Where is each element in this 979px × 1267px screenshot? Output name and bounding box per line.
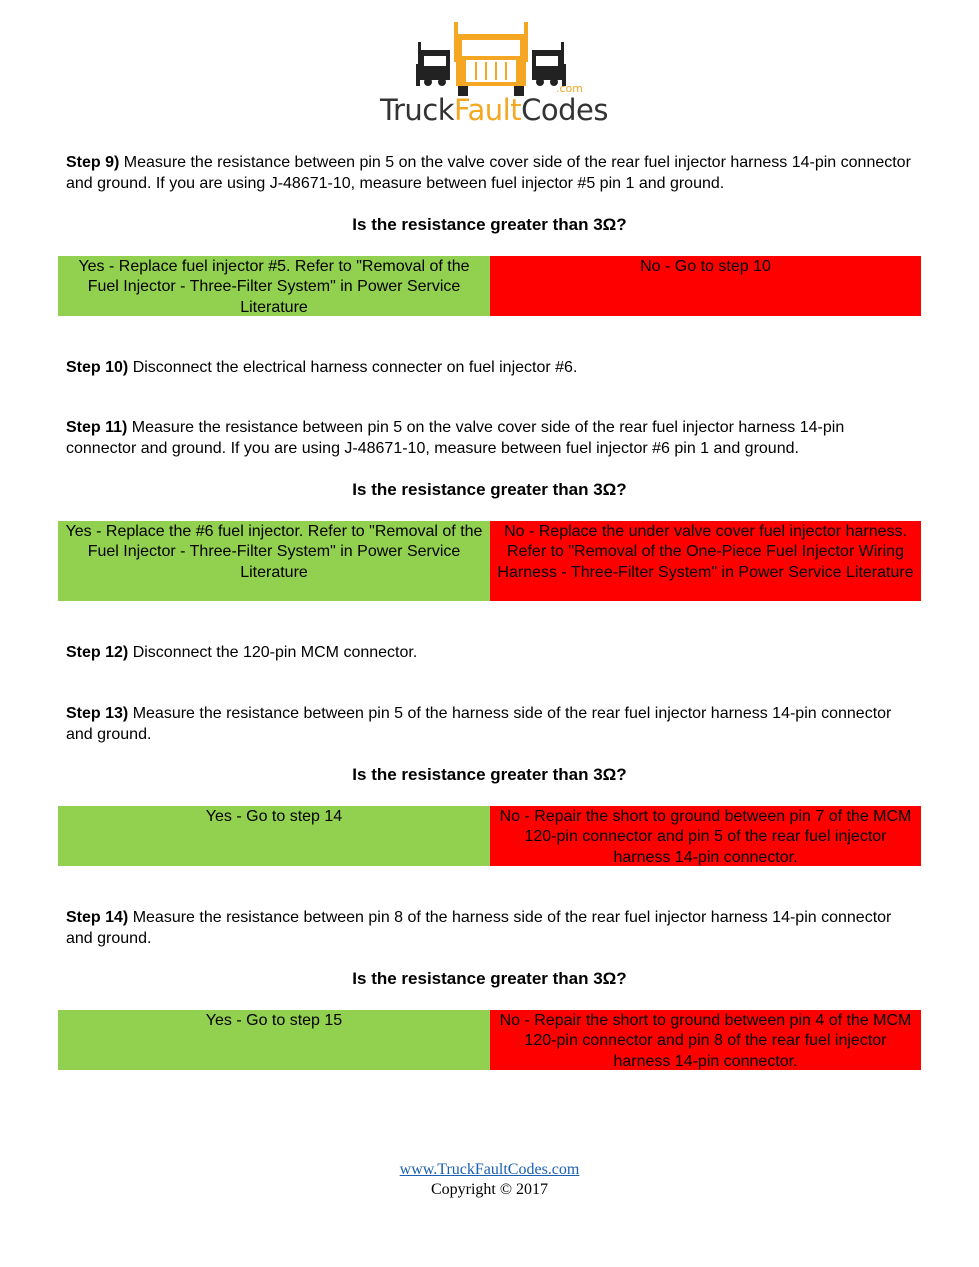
site-link[interactable]: www.TruckFaultCodes.com (399, 1161, 580, 1178)
logo-com: .com (556, 82, 583, 95)
logo-part-fault: Fault (454, 93, 522, 127)
no-answer: No - Repair the short to ground between pin 7 of the MCM 120-pin connector and pin 5 of the rear fuel injector harness 14-pin connector. (490, 806, 921, 866)
question-heading: Is the resistance greater than 3Ω? (352, 215, 627, 234)
question-heading: Is the resistance greater than 3Ω? (352, 765, 627, 784)
step-13-text (66, 704, 916, 745)
yes-answer: Yes - Go to step 14 (58, 806, 490, 866)
answer-row (58, 521, 921, 601)
question-heading: Is the resistance greater than 3Ω? (352, 480, 627, 499)
page-footer (0, 1160, 979, 1200)
step-label: Step 14) (66, 909, 129, 926)
logo-wordmark (380, 92, 608, 128)
step-label: Step 10) (66, 359, 129, 376)
step-body: Measure the resistance between pin 5 of the harness side of the rear fuel injector harness 14-pin connector and ground. (66, 705, 892, 743)
answer-row (58, 806, 921, 866)
step-body: Measure the resistance between pin 8 of the harness side of the rear fuel injector harness 14-pin connector and ground. (66, 909, 892, 947)
answer-row (58, 1010, 921, 1070)
logo-part-truck: Truck (380, 93, 454, 127)
step-10-text (66, 358, 916, 379)
step-body: Measure the resistance between pin 5 on the valve cover side of the rear fuel injector harness 14-pin connector and ground. If you are using J-48671-10, measure between fuel injector #6 pin 1 and ground. (66, 419, 845, 457)
step-label: Step 11) (66, 419, 128, 436)
yes-answer: Yes - Replace the #6 fuel injector. Refer to "Removal of the Fuel Injector - Three-Filter System" in Power Service Literature (58, 521, 490, 601)
step-body: Disconnect the 120-pin MCM connector. (128, 644, 418, 661)
no-answer: No - Replace the under valve cover fuel injector harness. Refer to "Removal of the One-Piece Fuel Injector Wiring Harness - Three-Filter System" in Power Service Literature (490, 521, 921, 601)
yes-answer: Yes - Go to step 15 (58, 1010, 490, 1070)
question-heading: Is the resistance greater than 3Ω? (352, 969, 627, 988)
no-answer: No - Go to step 10 (490, 256, 921, 316)
copyright-text: Copyright © 2017 (430, 1181, 549, 1198)
yes-answer: Yes - Replace fuel injector #5. Refer to "Removal of the Fuel Injector - Three-Filter System" in Power Service Literature (58, 256, 490, 316)
step-9-text (66, 153, 916, 194)
site-logo (380, 20, 608, 128)
step-14-text (66, 908, 916, 949)
step-11-text (66, 418, 916, 459)
answer-row (58, 256, 921, 316)
step-12-text (66, 643, 916, 664)
step-body: Disconnect the electrical harness connecter on fuel injector #6. (128, 359, 578, 376)
logo-part-codes: Codes (521, 93, 608, 127)
step-label: Step 13) (66, 705, 129, 722)
step-label: Step 12) (66, 644, 129, 661)
step-body: Measure the resistance between pin 5 on the valve cover side of the rear fuel injector harness 14-pin connector and ground. If you are using J-48671-10, measure between fuel injector #5 pin 1 and ground. (66, 154, 911, 192)
step-label: Step 9) (66, 154, 120, 171)
no-answer: No - Repair the short to ground between pin 4 of the MCM 120-pin connector and pin 8 of the rear fuel injector harness 14-pin connector. (490, 1010, 921, 1070)
